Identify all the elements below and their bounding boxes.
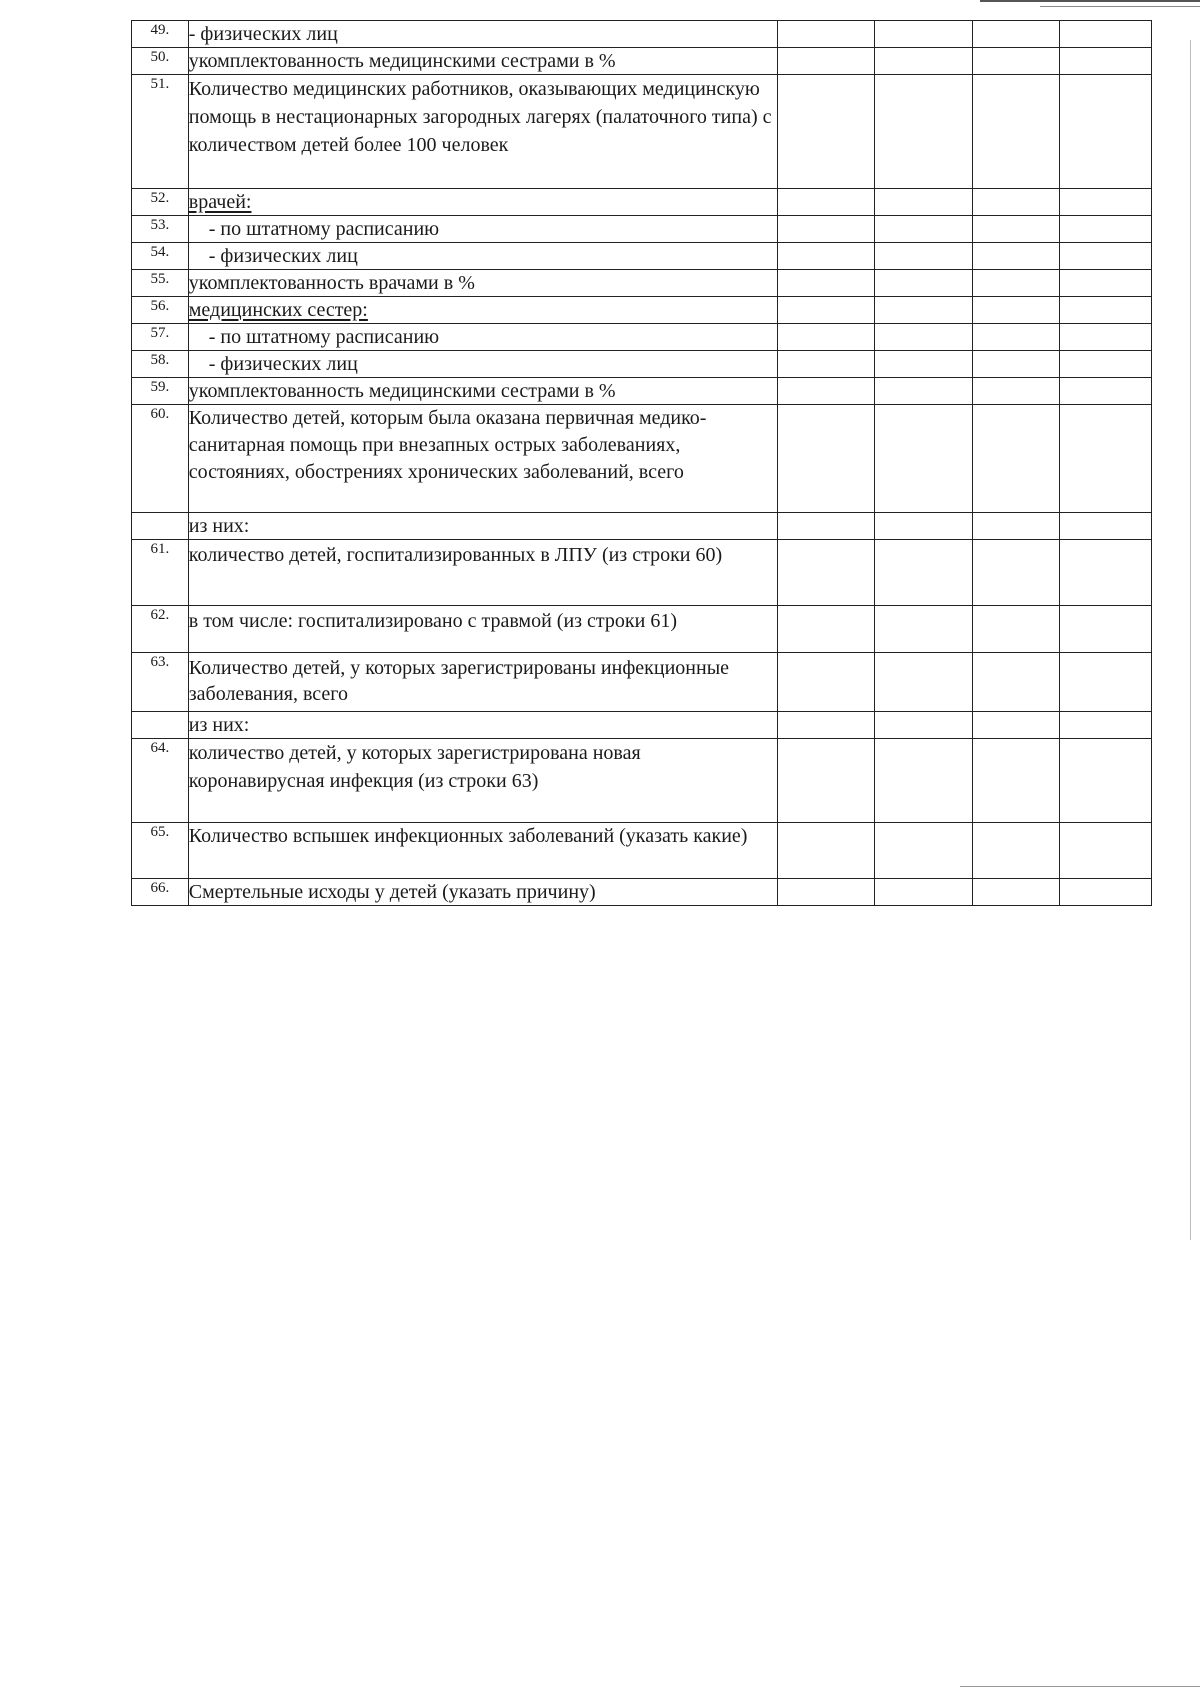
row-label: Количество детей, у которых зарегистрированы инфекционные заболевания, всего: [188, 653, 777, 712]
table-row: [132, 513, 1152, 540]
row-label: - физических лиц: [188, 351, 777, 378]
value-cell[interactable]: [777, 540, 874, 606]
value-cell[interactable]: [777, 75, 874, 189]
row-label: - физических лиц: [188, 243, 777, 270]
value-cell[interactable]: [875, 513, 972, 540]
table-row: [132, 324, 1152, 351]
row-number: 58.: [132, 351, 189, 378]
value-cell[interactable]: [777, 653, 874, 712]
table-row: [132, 378, 1152, 405]
row-label: - физических лиц: [188, 21, 777, 48]
value-cell[interactable]: [777, 351, 874, 378]
value-cell[interactable]: [875, 653, 972, 712]
row-number: 53.: [132, 216, 189, 243]
value-cell[interactable]: [1059, 243, 1151, 270]
value-cell[interactable]: [1059, 270, 1151, 297]
value-cell[interactable]: [1059, 75, 1151, 189]
value-cell[interactable]: [777, 879, 874, 906]
row-label: количество детей, госпитализированных в ЛПУ (из строки 60): [188, 540, 777, 606]
value-cell[interactable]: [972, 351, 1059, 378]
row-number: 61.: [132, 540, 189, 606]
table-row: [132, 270, 1152, 297]
table-row: [132, 540, 1152, 606]
table-row: [132, 21, 1152, 48]
value-cell[interactable]: [875, 48, 972, 75]
row-label: врачей:: [188, 189, 777, 216]
row-label: укомплектованность врачами в %: [188, 270, 777, 297]
value-cell[interactable]: [777, 21, 874, 48]
value-cell[interactable]: [777, 216, 874, 243]
table-row: [132, 243, 1152, 270]
row-label: - по штатному расписанию: [188, 324, 777, 351]
value-cell[interactable]: [1059, 378, 1151, 405]
table-row: [132, 216, 1152, 243]
value-cell[interactable]: [1059, 324, 1151, 351]
table-row: [132, 297, 1152, 324]
row-number: 63.: [132, 653, 189, 712]
value-cell[interactable]: [875, 540, 972, 606]
row-number: 51.: [132, 75, 189, 189]
row-number: [132, 712, 189, 739]
value-cell[interactable]: [875, 823, 972, 879]
row-number: 57.: [132, 324, 189, 351]
row-label: из них:: [188, 712, 777, 739]
row-number: 52.: [132, 189, 189, 216]
row-number: 64.: [132, 739, 189, 823]
value-cell[interactable]: [972, 513, 1059, 540]
row-label: - по штатному расписанию: [188, 216, 777, 243]
row-label: из них:: [188, 513, 777, 540]
value-cell[interactable]: [777, 48, 874, 75]
row-label: медицинских сестер:: [188, 297, 777, 324]
table-row: [132, 351, 1152, 378]
row-number: 50.: [132, 48, 189, 75]
row-label: Количество детей, которым была оказана первичная медико-санитарная помощь при внезапных острых заболеваниях, состояниях, обострениях хронических заболеваний, всего: [188, 405, 777, 513]
scan-edge-top-secondary: [1040, 6, 1200, 7]
row-number: 66.: [132, 879, 189, 906]
value-cell[interactable]: [875, 378, 972, 405]
value-cell[interactable]: [972, 823, 1059, 879]
row-label: Количество медицинских работников, оказывающих медицинскую помощь в нестационарных загородных лагерях (палаточного типа) с количеством детей более 100 человек: [188, 75, 777, 189]
value-cell[interactable]: [972, 216, 1059, 243]
value-cell[interactable]: [972, 243, 1059, 270]
row-label: Количество вспышек инфекционных заболеваний (указать какие): [188, 823, 777, 879]
row-number: 59.: [132, 378, 189, 405]
row-label: в том числе: госпитализировано с травмой (из строки 61): [188, 606, 777, 653]
value-cell[interactable]: [1059, 712, 1151, 739]
value-cell[interactable]: [1059, 48, 1151, 75]
row-number: 54.: [132, 243, 189, 270]
value-cell[interactable]: [875, 297, 972, 324]
value-cell[interactable]: [972, 739, 1059, 823]
row-label: количество детей, у которых зарегистрирована новая коронавирусная инфекция (из строки 63): [188, 739, 777, 823]
table-row: [132, 48, 1152, 75]
value-cell[interactable]: [1059, 540, 1151, 606]
value-cell[interactable]: [972, 879, 1059, 906]
value-cell[interactable]: [1059, 739, 1151, 823]
value-cell[interactable]: [777, 297, 874, 324]
value-cell[interactable]: [777, 823, 874, 879]
value-cell[interactable]: [1059, 879, 1151, 906]
value-cell[interactable]: [777, 378, 874, 405]
row-number: 49.: [132, 21, 189, 48]
value-cell[interactable]: [972, 21, 1059, 48]
value-cell[interactable]: [777, 270, 874, 297]
value-cell[interactable]: [972, 297, 1059, 324]
value-cell[interactable]: [1059, 21, 1151, 48]
value-cell[interactable]: [777, 324, 874, 351]
value-cell[interactable]: [777, 189, 874, 216]
table-row: [132, 75, 1152, 189]
value-cell[interactable]: [875, 405, 972, 513]
row-number: [132, 513, 189, 540]
row-label: укомплектованность медицинскими сестрами в %: [188, 378, 777, 405]
value-cell[interactable]: [875, 606, 972, 653]
value-cell[interactable]: [972, 378, 1059, 405]
value-cell[interactable]: [777, 243, 874, 270]
value-cell[interactable]: [875, 21, 972, 48]
value-cell[interactable]: [1059, 216, 1151, 243]
table-row: [132, 712, 1152, 739]
value-cell[interactable]: [875, 712, 972, 739]
value-cell[interactable]: [972, 712, 1059, 739]
value-cell[interactable]: [972, 75, 1059, 189]
scan-edge-right: [1190, 40, 1191, 1240]
value-cell[interactable]: [777, 739, 874, 823]
table-row: [132, 823, 1152, 879]
row-number: 56.: [132, 297, 189, 324]
value-cell[interactable]: [875, 879, 972, 906]
value-cell[interactable]: [1059, 513, 1151, 540]
value-cell[interactable]: [777, 513, 874, 540]
value-cell[interactable]: [972, 653, 1059, 712]
row-number: 60.: [132, 405, 189, 513]
value-cell[interactable]: [875, 270, 972, 297]
row-number: 55.: [132, 270, 189, 297]
value-cell[interactable]: [972, 48, 1059, 75]
value-cell[interactable]: [1059, 405, 1151, 513]
row-number: 62.: [132, 606, 189, 653]
table-row: [132, 405, 1152, 513]
value-cell[interactable]: [875, 739, 972, 823]
value-cell[interactable]: [972, 189, 1059, 216]
value-cell[interactable]: [777, 405, 874, 513]
value-cell[interactable]: [875, 189, 972, 216]
value-cell[interactable]: [875, 351, 972, 378]
value-cell[interactable]: [1059, 823, 1151, 879]
table-row: [132, 653, 1152, 712]
value-cell[interactable]: [875, 216, 972, 243]
table-row: [132, 189, 1152, 216]
value-cell[interactable]: [875, 324, 972, 351]
row-label: укомплектованность медицинскими сестрами в %: [188, 48, 777, 75]
value-cell[interactable]: [1059, 653, 1151, 712]
value-cell[interactable]: [1059, 189, 1151, 216]
table-row: [132, 739, 1152, 823]
value-cell[interactable]: [972, 606, 1059, 653]
row-number: 65.: [132, 823, 189, 879]
value-cell[interactable]: [972, 270, 1059, 297]
value-cell[interactable]: [777, 606, 874, 653]
value-cell[interactable]: [972, 405, 1059, 513]
scan-edge-bottom: [960, 1686, 1200, 1687]
value-cell[interactable]: [1059, 606, 1151, 653]
value-cell[interactable]: [777, 712, 874, 739]
table-row: [132, 606, 1152, 653]
value-cell[interactable]: [1059, 297, 1151, 324]
value-cell[interactable]: [972, 324, 1059, 351]
value-cell[interactable]: [875, 75, 972, 189]
value-cell[interactable]: [1059, 351, 1151, 378]
value-cell[interactable]: [972, 540, 1059, 606]
report-table: [131, 20, 1152, 906]
value-cell[interactable]: [875, 243, 972, 270]
row-label: Смертельные исходы у детей (указать причину): [188, 879, 777, 906]
table-row: [132, 879, 1152, 906]
